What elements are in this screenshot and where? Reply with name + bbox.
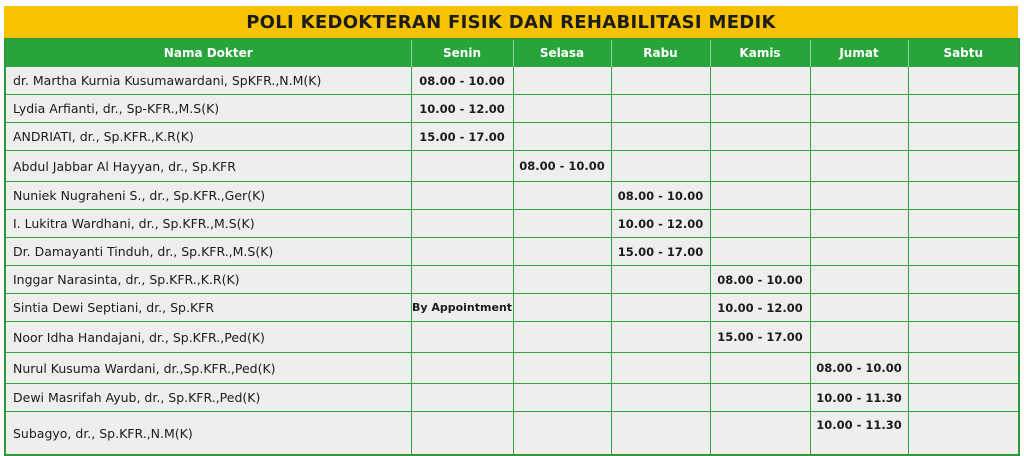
schedule-cell-rabu: 10.00 - 12.00 bbox=[611, 210, 710, 238]
schedule-cell-rabu bbox=[611, 412, 710, 456]
doctor-name: Dewi Masrifah Ayub, dr., Sp.KFR.,Ped(K) bbox=[5, 384, 411, 412]
table-row bbox=[5, 238, 1019, 266]
table-row bbox=[5, 182, 1019, 210]
schedule-cell-rabu bbox=[611, 353, 710, 384]
schedule-cell-kamis: 15.00 - 17.00 bbox=[710, 322, 810, 353]
table-row bbox=[5, 123, 1019, 151]
schedule-cell-senin bbox=[411, 151, 513, 182]
header-row bbox=[5, 39, 1019, 67]
schedule-cell-sabtu bbox=[908, 123, 1019, 151]
schedule-cell-rabu bbox=[611, 95, 710, 123]
schedule-cell-kamis: 08.00 - 10.00 bbox=[710, 266, 810, 294]
schedule-panel bbox=[4, 6, 1018, 456]
schedule-cell-senin bbox=[411, 238, 513, 266]
schedule-cell-senin: 15.00 - 17.00 bbox=[411, 123, 513, 151]
table-row bbox=[5, 322, 1019, 353]
header-jumat: Jumat bbox=[810, 39, 908, 67]
schedule-rows bbox=[5, 67, 1019, 456]
schedule-cell-senin: By Appointment bbox=[411, 294, 513, 322]
schedule-cell-jumat bbox=[810, 67, 908, 95]
table-row bbox=[5, 384, 1019, 412]
schedule-cell-kamis: 10.00 - 12.00 bbox=[710, 294, 810, 322]
page-title: POLI KEDOKTERAN FISIK DAN REHABILITASI MEDIK bbox=[4, 6, 1018, 38]
schedule-cell-senin bbox=[411, 210, 513, 238]
schedule-cell-jumat bbox=[810, 322, 908, 353]
table-row bbox=[5, 95, 1019, 123]
schedule-cell-kamis bbox=[710, 67, 810, 95]
schedule-cell-senin bbox=[411, 412, 513, 456]
doctor-name: Abdul Jabbar Al Hayyan, dr., Sp.KFR bbox=[5, 151, 411, 182]
schedule-cell-senin: 10.00 - 12.00 bbox=[411, 95, 513, 123]
schedule-cell-sabtu bbox=[908, 67, 1019, 95]
schedule-cell-sabtu bbox=[908, 266, 1019, 294]
table-row bbox=[5, 67, 1019, 95]
table-row bbox=[5, 151, 1019, 182]
schedule-cell-sabtu bbox=[908, 210, 1019, 238]
schedule-cell-selasa bbox=[513, 238, 611, 266]
schedule-cell-jumat: 10.00 - 11.30 bbox=[810, 412, 908, 456]
schedule-cell-selasa: 08.00 - 10.00 bbox=[513, 151, 611, 182]
schedule-cell-jumat bbox=[810, 210, 908, 238]
schedule-cell-sabtu bbox=[908, 353, 1019, 384]
schedule-cell-rabu bbox=[611, 294, 710, 322]
table-row bbox=[5, 412, 1019, 456]
table-row bbox=[5, 353, 1019, 384]
doctor-name: Subagyo, dr., Sp.KFR.,N.M(K) bbox=[5, 412, 411, 456]
doctor-name: dr. Martha Kurnia Kusumawardani, SpKFR.,N.M(K) bbox=[5, 67, 411, 95]
doctor-name: I. Lukitra Wardhani, dr., Sp.KFR.,M.S(K) bbox=[5, 210, 411, 238]
schedule-cell-rabu bbox=[611, 123, 710, 151]
doctor-name: Noor Idha Handajani, dr., Sp.KFR.,Ped(K) bbox=[5, 322, 411, 353]
schedule-cell-jumat: 08.00 - 10.00 bbox=[810, 353, 908, 384]
schedule-cell-senin bbox=[411, 384, 513, 412]
header-sabtu: Sabtu bbox=[908, 39, 1019, 67]
schedule-cell-jumat bbox=[810, 182, 908, 210]
header-senin: Senin bbox=[411, 39, 513, 67]
schedule-cell-rabu bbox=[611, 67, 710, 95]
schedule-cell-selasa bbox=[513, 322, 611, 353]
schedule-cell-jumat: 10.00 - 11.30 bbox=[810, 384, 908, 412]
schedule-cell-selasa bbox=[513, 67, 611, 95]
schedule-cell-jumat bbox=[810, 266, 908, 294]
schedule-cell-senin: 08.00 - 10.00 bbox=[411, 67, 513, 95]
header-doctor-name: Nama Dokter bbox=[5, 39, 411, 67]
schedule-cell-jumat bbox=[810, 95, 908, 123]
schedule-cell-kamis bbox=[710, 384, 810, 412]
table-row bbox=[5, 210, 1019, 238]
schedule-cell-senin bbox=[411, 353, 513, 384]
doctor-name: Dr. Damayanti Tinduh, dr., Sp.KFR.,M.S(K) bbox=[5, 238, 411, 266]
schedule-cell-selasa bbox=[513, 353, 611, 384]
schedule-cell-sabtu bbox=[908, 294, 1019, 322]
schedule-cell-selasa bbox=[513, 182, 611, 210]
schedule-cell-kamis bbox=[710, 151, 810, 182]
schedule-cell-sabtu bbox=[908, 322, 1019, 353]
doctor-name: Nurul Kusuma Wardani, dr.,Sp.KFR.,Ped(K) bbox=[5, 353, 411, 384]
schedule-cell-kamis bbox=[710, 210, 810, 238]
header-kamis: Kamis bbox=[710, 39, 810, 67]
schedule-cell-kamis bbox=[710, 123, 810, 151]
schedule-cell-rabu bbox=[611, 384, 710, 412]
schedule-cell-senin bbox=[411, 182, 513, 210]
table-row bbox=[5, 266, 1019, 294]
doctor-name: Inggar Narasinta, dr., Sp.KFR.,K.R(K) bbox=[5, 266, 411, 294]
schedule-cell-jumat bbox=[810, 123, 908, 151]
schedule-cell-sabtu bbox=[908, 412, 1019, 456]
schedule-cell-jumat bbox=[810, 238, 908, 266]
schedule-cell-rabu bbox=[611, 322, 710, 353]
schedule-cell-sabtu bbox=[908, 238, 1019, 266]
schedule-cell-rabu bbox=[611, 266, 710, 294]
schedule-cell-sabtu bbox=[908, 95, 1019, 123]
schedule-cell-sabtu bbox=[908, 182, 1019, 210]
schedule-cell-selasa bbox=[513, 95, 611, 123]
header-rabu: Rabu bbox=[611, 39, 710, 67]
schedule-cell-sabtu bbox=[908, 151, 1019, 182]
schedule-cell-rabu: 15.00 - 17.00 bbox=[611, 238, 710, 266]
schedule-cell-kamis bbox=[710, 182, 810, 210]
doctor-name: Lydia Arfianti, dr., Sp-KFR.,M.S(K) bbox=[5, 95, 411, 123]
schedule-cell-selasa bbox=[513, 210, 611, 238]
schedule-cell-selasa bbox=[513, 294, 611, 322]
schedule-cell-sabtu bbox=[908, 384, 1019, 412]
schedule-cell-senin bbox=[411, 322, 513, 353]
schedule-cell-rabu: 08.00 - 10.00 bbox=[611, 182, 710, 210]
schedule-cell-jumat bbox=[810, 151, 908, 182]
schedule-cell-selasa bbox=[513, 384, 611, 412]
schedule-cell-selasa bbox=[513, 123, 611, 151]
header-selasa: Selasa bbox=[513, 39, 611, 67]
schedule-cell-kamis bbox=[710, 238, 810, 266]
doctor-name: Sintia Dewi Septiani, dr., Sp.KFR bbox=[5, 294, 411, 322]
schedule-cell-selasa bbox=[513, 266, 611, 294]
schedule-cell-senin bbox=[411, 266, 513, 294]
schedule-cell-kamis bbox=[710, 412, 810, 456]
schedule-cell-kamis bbox=[710, 353, 810, 384]
schedule-cell-kamis bbox=[710, 95, 810, 123]
schedule-table bbox=[4, 38, 1020, 456]
schedule-cell-selasa bbox=[513, 412, 611, 456]
doctor-name: ANDRIATI, dr., Sp.KFR.,K.R(K) bbox=[5, 123, 411, 151]
table-row bbox=[5, 294, 1019, 322]
schedule-cell-jumat bbox=[810, 294, 908, 322]
doctor-name: Nuniek Nugraheni S., dr., Sp.KFR.,Ger(K) bbox=[5, 182, 411, 210]
schedule-cell-rabu bbox=[611, 151, 710, 182]
